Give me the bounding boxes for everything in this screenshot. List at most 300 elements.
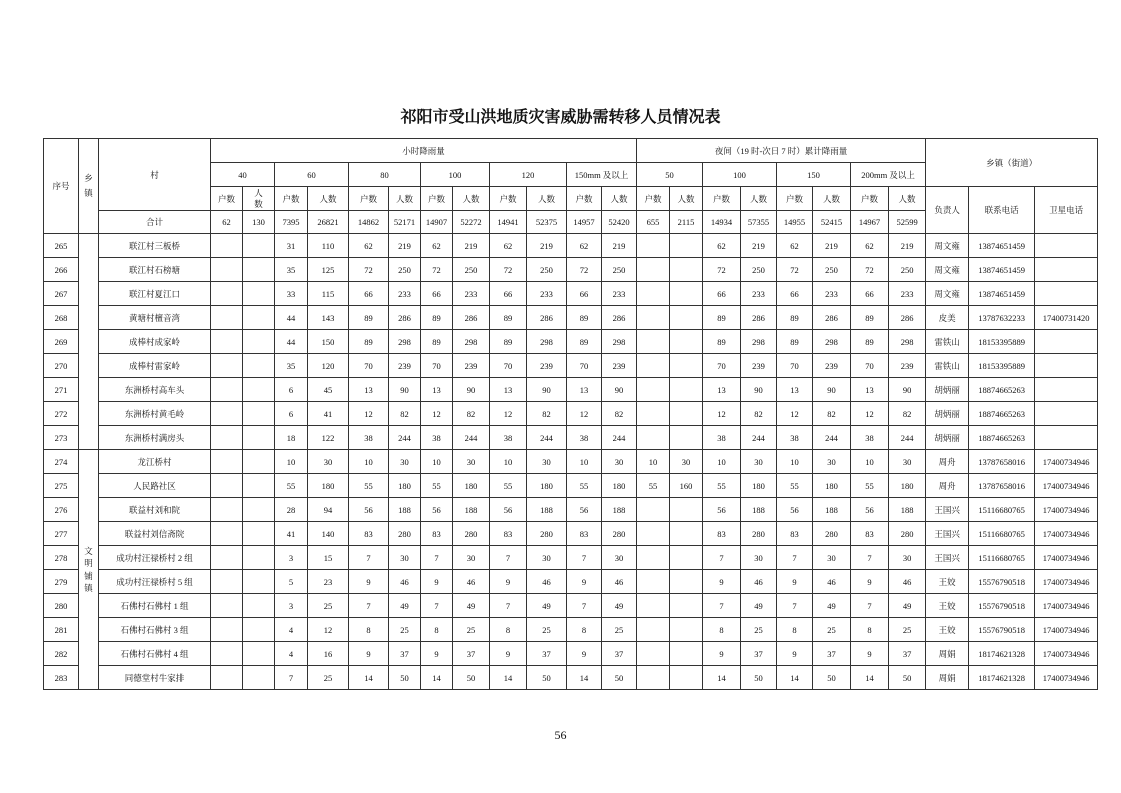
people-cell: 280 [813,522,851,546]
people-cell: 233 [602,282,637,306]
header-hourly-level: 120 [490,163,567,187]
people-cell: 120 [308,354,349,378]
people-cell: 233 [389,282,421,306]
people-cell: 50 [527,666,567,690]
people-cell: 82 [527,402,567,426]
people-cell: 52171 [389,211,421,234]
households-cell [211,594,243,618]
people-cell [670,282,703,306]
people-cell: 49 [741,594,777,618]
households-cell: 10 [421,450,453,474]
households-cell [211,234,243,258]
households-cell [211,402,243,426]
households-cell: 66 [777,282,813,306]
village-name: 石佛村石佛村 1 组 [99,594,211,618]
header-people: 人数 [602,187,637,211]
people-cell: 244 [889,426,926,450]
households-cell: 9 [421,642,453,666]
person-in-charge: 胡炳丽 [926,378,969,402]
households-cell: 38 [490,426,527,450]
households-cell: 7 [777,594,813,618]
households-cell: 10 [777,450,813,474]
row-seq: 266 [44,258,79,282]
people-cell [670,522,703,546]
people-cell [243,378,275,402]
households-cell: 12 [567,402,602,426]
households-cell: 83 [421,522,453,546]
header-town [79,139,99,234]
people-cell: 180 [527,474,567,498]
people-cell: 46 [813,570,851,594]
households-cell: 62 [421,234,453,258]
row-seq: 274 [44,450,79,474]
people-cell [670,594,703,618]
households-cell: 9 [703,642,741,666]
people-cell: 188 [453,498,490,522]
people-cell: 46 [889,570,926,594]
households-cell: 14 [703,666,741,690]
people-cell: 140 [308,522,349,546]
satellite-phone [1035,426,1098,450]
row-seq: 270 [44,354,79,378]
households-cell: 55 [490,474,527,498]
header-hourly-level: 60 [275,163,349,187]
people-cell [243,354,275,378]
people-cell: 26821 [308,211,349,234]
people-cell: 244 [527,426,567,450]
people-cell: 286 [389,306,421,330]
households-cell [637,546,670,570]
people-cell [243,498,275,522]
person-in-charge: 周文雍 [926,282,969,306]
table-row [44,426,1098,450]
households-cell: 6 [275,378,308,402]
people-cell: 50 [741,666,777,690]
people-cell: 122 [308,426,349,450]
households-cell: 89 [567,330,602,354]
header-people: 人数 [389,187,421,211]
people-cell: 37 [389,642,421,666]
people-cell: 280 [602,522,637,546]
people-cell [243,282,275,306]
header-hourly-level: 80 [349,163,421,187]
households-cell [211,570,243,594]
people-cell: 82 [602,402,637,426]
households-cell: 89 [349,306,389,330]
contact-phone: 18153395889 [969,330,1035,354]
households-cell: 62 [777,234,813,258]
village-name: 石佛村石佛村 3 组 [99,618,211,642]
households-cell: 14934 [703,211,741,234]
people-cell: 244 [389,426,421,450]
households-cell [637,642,670,666]
households-cell: 10 [275,450,308,474]
households-cell: 8 [703,618,741,642]
people-cell: 233 [741,282,777,306]
households-cell: 12 [703,402,741,426]
people-cell: 125 [308,258,349,282]
people-cell: 244 [602,426,637,450]
people-cell [670,546,703,570]
people-cell [670,642,703,666]
header-people: 人数 [889,187,926,211]
households-cell [211,666,243,690]
households-cell: 14862 [349,211,389,234]
contact-phone: 13787632233 [969,306,1035,330]
people-cell: 50 [602,666,637,690]
households-cell: 9 [349,570,389,594]
people-cell: 286 [813,306,851,330]
header-person-in-charge: 负责人 [926,187,969,234]
households-cell: 62 [851,234,889,258]
header-hourly-level: 40 [211,163,275,187]
households-cell [211,522,243,546]
households-cell: 10 [703,450,741,474]
people-cell: 30 [741,546,777,570]
people-cell: 49 [889,594,926,618]
people-cell: 239 [741,354,777,378]
households-cell [637,594,670,618]
people-cell: 82 [453,402,490,426]
households-cell: 66 [421,282,453,306]
people-cell: 239 [389,354,421,378]
people-cell: 233 [813,282,851,306]
people-cell: 45 [308,378,349,402]
people-cell: 219 [889,234,926,258]
households-cell: 70 [851,354,889,378]
header-people-label: 人数 [254,187,263,209]
households-cell: 7 [851,594,889,618]
people-cell: 250 [741,258,777,282]
header-households: 户数 [851,187,889,211]
people-cell: 49 [813,594,851,618]
people-cell [243,450,275,474]
people-cell: 239 [889,354,926,378]
households-cell: 28 [275,498,308,522]
households-cell: 14955 [777,211,813,234]
person-in-charge: 雷铁山 [926,330,969,354]
people-cell: 57355 [741,211,777,234]
people-cell: 280 [889,522,926,546]
people-cell: 219 [527,234,567,258]
households-cell: 7 [490,594,527,618]
households-cell: 56 [349,498,389,522]
people-cell: 25 [308,594,349,618]
table-row [44,330,1098,354]
row-seq: 283 [44,666,79,690]
satellite-phone: 17400734946 [1035,594,1098,618]
people-cell [670,354,703,378]
village-name: 东洲桥村高车头 [99,378,211,402]
people-cell: 160 [670,474,703,498]
header-households: 户数 [275,187,308,211]
people-cell: 250 [527,258,567,282]
header-night-rainfall: 夜间（19 时-次日 7 时）累计降雨量 [637,139,926,163]
households-cell: 83 [703,522,741,546]
row-seq: 280 [44,594,79,618]
people-cell: 82 [889,402,926,426]
households-cell: 55 [703,474,741,498]
households-cell [211,546,243,570]
people-cell: 250 [602,258,637,282]
households-cell [637,234,670,258]
households-cell: 7 [275,666,308,690]
people-cell: 30 [602,546,637,570]
header-households: 户数 [703,187,741,211]
households-cell: 4 [275,642,308,666]
village-name: 联益村刘信斋院 [99,522,211,546]
people-cell: 90 [889,378,926,402]
satellite-phone [1035,378,1098,402]
households-cell: 70 [777,354,813,378]
table-row [44,258,1098,282]
village-name: 龙江桥村 [99,450,211,474]
village-name: 成棒村雷家岭 [99,354,211,378]
people-cell: 180 [889,474,926,498]
people-cell: 50 [813,666,851,690]
table-row [44,306,1098,330]
people-cell: 30 [308,450,349,474]
contact-phone: 18174621328 [969,642,1035,666]
households-cell: 5 [275,570,308,594]
households-cell: 8 [421,618,453,642]
households-cell: 72 [421,258,453,282]
people-cell: 298 [741,330,777,354]
table-row [44,618,1098,642]
people-cell: 286 [889,306,926,330]
households-cell: 8 [777,618,813,642]
people-cell: 90 [741,378,777,402]
households-cell: 66 [490,282,527,306]
people-cell: 286 [602,306,637,330]
people-cell: 52599 [889,211,926,234]
people-cell [243,306,275,330]
town-cell [79,234,99,450]
households-cell: 14 [851,666,889,690]
header-seq: 序号 [44,139,79,234]
satellite-phone [1035,402,1098,426]
person-in-charge: 周娟 [926,642,969,666]
table-row [44,666,1098,690]
person-in-charge: 王国兴 [926,546,969,570]
person-in-charge: 胡炳丽 [926,402,969,426]
households-cell: 7 [421,594,453,618]
people-cell: 25 [527,618,567,642]
households-cell [637,666,670,690]
people-cell: 188 [602,498,637,522]
people-cell: 46 [602,570,637,594]
people-cell: 180 [741,474,777,498]
households-cell: 7 [703,546,741,570]
households-cell: 9 [851,642,889,666]
households-cell: 14907 [421,211,453,234]
people-cell: 239 [602,354,637,378]
evacuation-table [43,138,1098,690]
people-cell: 286 [527,306,567,330]
people-cell: 30 [670,450,703,474]
households-cell: 41 [275,522,308,546]
households-cell: 18 [275,426,308,450]
people-cell: 233 [889,282,926,306]
households-cell: 89 [567,306,602,330]
header-night-level: 150 [777,163,851,187]
households-cell: 70 [490,354,527,378]
people-cell: 82 [741,402,777,426]
contact-phone: 18874665263 [969,402,1035,426]
people-cell [670,666,703,690]
header-town-label: 乡镇 [84,173,93,198]
people-cell: 25 [308,666,349,690]
people-cell: 49 [453,594,490,618]
header-hourly-level: 100 [421,163,490,187]
people-cell: 250 [889,258,926,282]
households-cell [637,426,670,450]
people-cell: 49 [527,594,567,618]
table-row [44,522,1098,546]
households-cell: 83 [851,522,889,546]
households-cell [637,498,670,522]
households-cell: 8 [851,618,889,642]
households-cell [211,258,243,282]
people-cell: 46 [741,570,777,594]
contact-phone: 18874665263 [969,378,1035,402]
row-seq: 276 [44,498,79,522]
people-cell: 49 [602,594,637,618]
households-cell: 66 [851,282,889,306]
households-cell: 13 [490,378,527,402]
households-cell: 13 [567,378,602,402]
households-cell: 72 [851,258,889,282]
table-row [44,282,1098,306]
people-cell: 90 [602,378,637,402]
households-cell: 14957 [567,211,602,234]
person-in-charge: 周文雍 [926,234,969,258]
people-cell: 30 [602,450,637,474]
row-seq: 265 [44,234,79,258]
people-cell: 37 [741,642,777,666]
people-cell: 37 [602,642,637,666]
households-cell [637,570,670,594]
households-cell: 3 [275,594,308,618]
households-cell: 72 [490,258,527,282]
households-cell: 13 [421,378,453,402]
people-cell: 30 [453,546,490,570]
households-cell: 10 [637,450,670,474]
people-cell: 2115 [670,211,703,234]
households-cell: 14 [777,666,813,690]
people-cell: 23 [308,570,349,594]
people-cell: 90 [813,378,851,402]
person-in-charge: 周文雍 [926,258,969,282]
village-name: 联江村石榜塘 [99,258,211,282]
households-cell: 56 [490,498,527,522]
village-name: 成棒村成家岭 [99,330,211,354]
households-cell [211,450,243,474]
people-cell: 143 [308,306,349,330]
people-cell [243,426,275,450]
people-cell [243,258,275,282]
header-people: 人数 [308,187,349,211]
households-cell: 13 [703,378,741,402]
people-cell [670,258,703,282]
households-cell: 7 [703,594,741,618]
header-people [243,187,275,211]
households-cell: 56 [703,498,741,522]
households-cell: 83 [490,522,527,546]
table-row [44,474,1098,498]
households-cell: 10 [349,450,389,474]
people-cell: 50 [389,666,421,690]
row-seq: 269 [44,330,79,354]
households-cell: 9 [777,642,813,666]
people-cell: 50 [453,666,490,690]
households-cell: 9 [777,570,813,594]
row-seq: 268 [44,306,79,330]
village-name: 人民路社区 [99,474,211,498]
header-night-level: 200mm 及以上 [851,163,926,187]
people-cell: 30 [453,450,490,474]
households-cell: 7 [490,546,527,570]
households-cell: 33 [275,282,308,306]
header-village: 村 [99,139,211,211]
people-cell: 30 [527,450,567,474]
people-cell: 30 [889,546,926,570]
people-cell: 52272 [453,211,490,234]
people-cell: 46 [527,570,567,594]
people-cell: 298 [889,330,926,354]
table-body [44,234,1098,690]
header-people: 人数 [741,187,777,211]
satellite-phone: 17400734946 [1035,618,1098,642]
households-cell: 7395 [275,211,308,234]
households-cell: 89 [490,306,527,330]
households-cell: 72 [349,258,389,282]
households-cell: 89 [777,330,813,354]
households-cell: 7 [349,546,389,570]
households-cell: 13 [851,378,889,402]
contact-phone: 15116680765 [969,522,1035,546]
people-cell: 150 [308,330,349,354]
households-cell [637,306,670,330]
header-households: 户数 [349,187,389,211]
total-label: 合计 [99,211,211,234]
people-cell [243,570,275,594]
person-in-charge: 王姣 [926,570,969,594]
households-cell: 89 [349,330,389,354]
header-town-street: 乡镇（街道） [926,139,1098,187]
households-cell: 9 [703,570,741,594]
header-households: 户数 [421,187,453,211]
person-in-charge: 王国兴 [926,498,969,522]
people-cell: 180 [308,474,349,498]
people-cell [243,618,275,642]
header-households: 户数 [490,187,527,211]
people-cell: 298 [602,330,637,354]
header-night-level: 50 [637,163,703,187]
header-households: 户数 [777,187,813,211]
people-cell: 41 [308,402,349,426]
households-cell [637,522,670,546]
row-seq: 279 [44,570,79,594]
households-cell: 9 [567,642,602,666]
people-cell: 37 [813,642,851,666]
households-cell: 655 [637,211,670,234]
people-cell: 233 [527,282,567,306]
people-cell: 16 [308,642,349,666]
people-cell: 30 [813,546,851,570]
people-cell: 219 [602,234,637,258]
households-cell: 9 [490,642,527,666]
